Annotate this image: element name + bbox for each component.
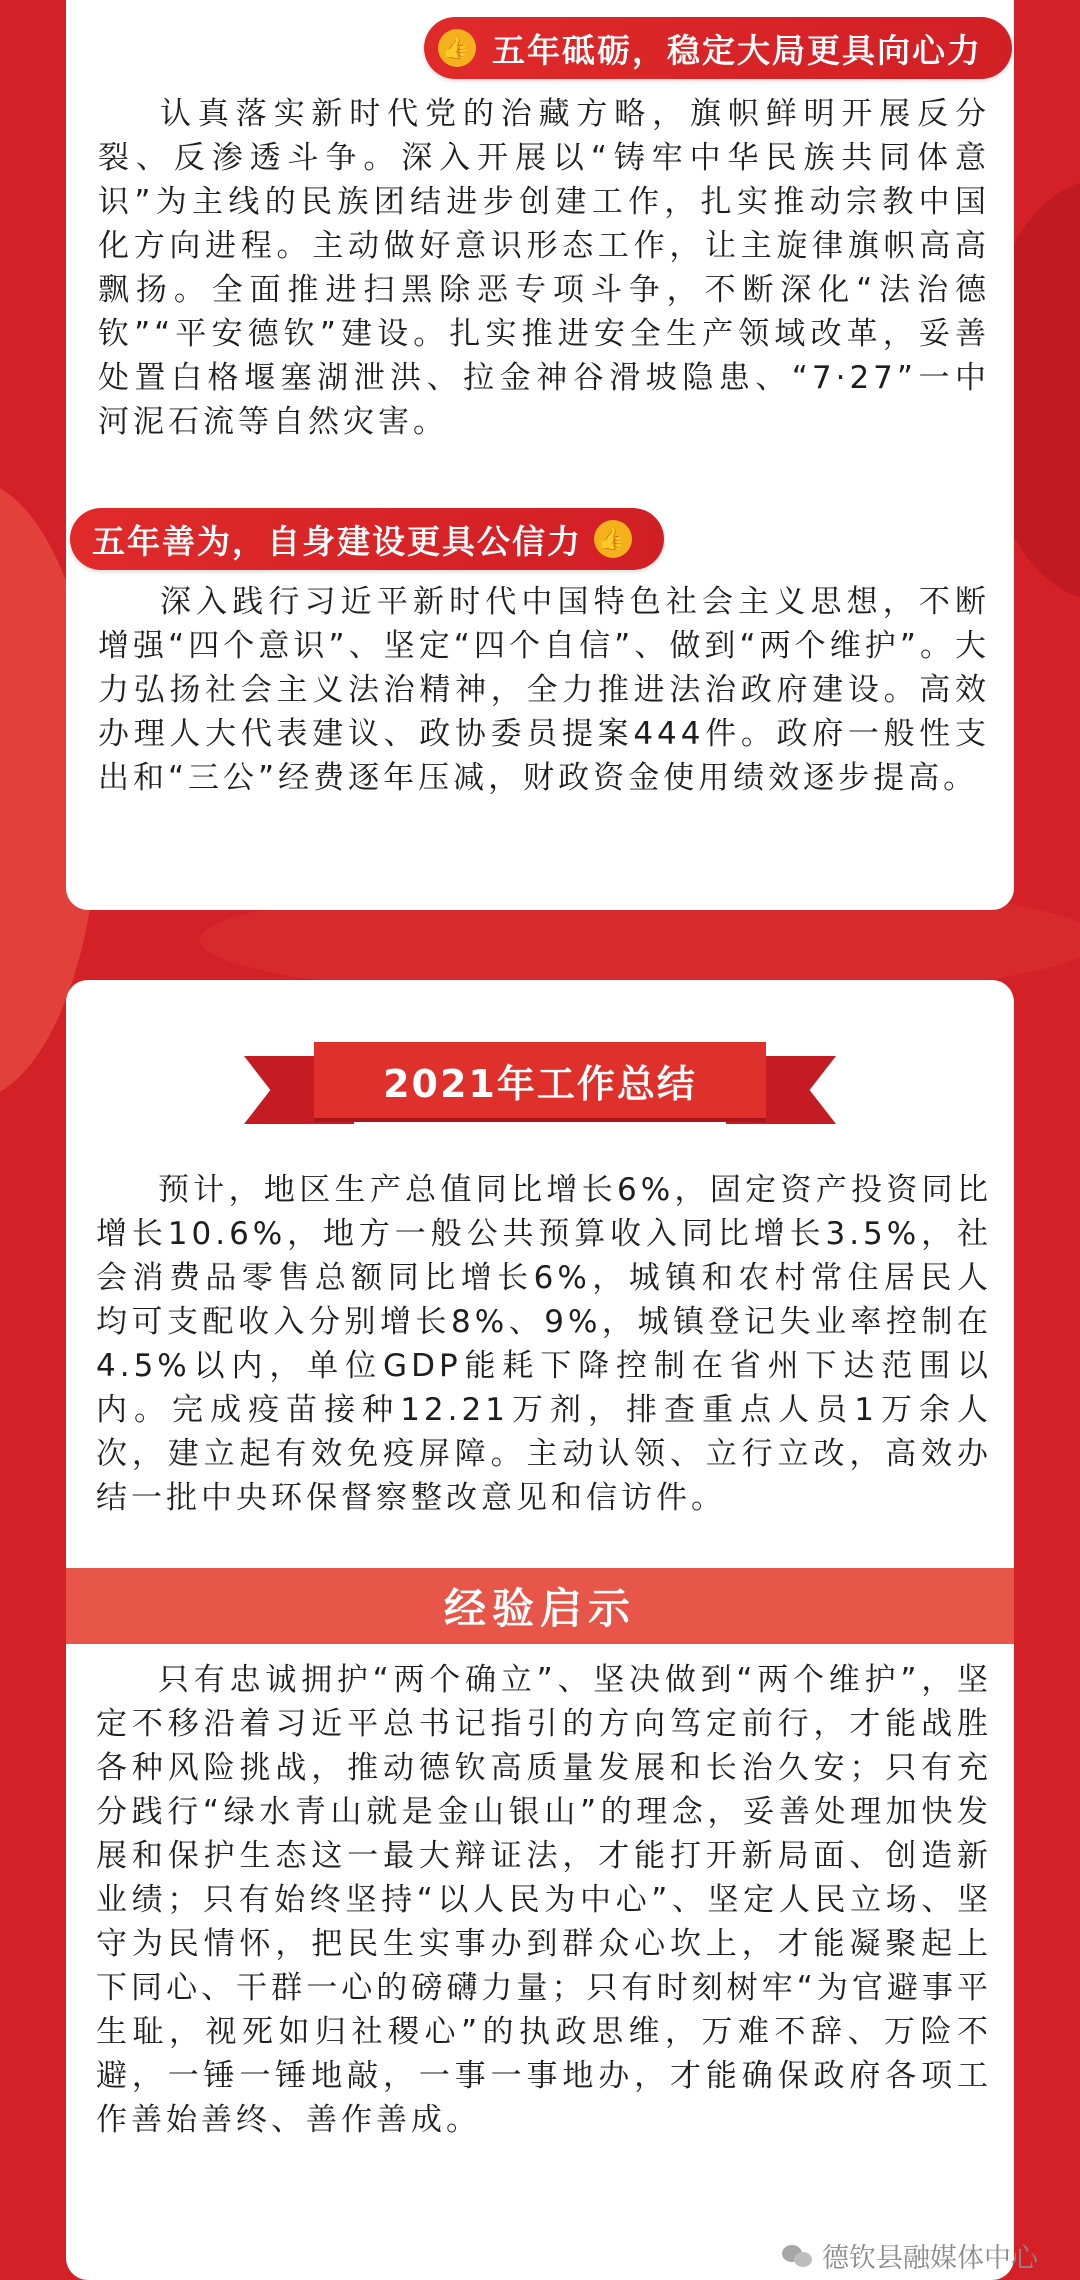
experience-paragraph: 只有忠诚拥护“两个确立”、坚决做到“两个维护”，坚定不移沿着习近平总书记指引的方向笃定前行，才能战胜各种风险挑战，推动德钦高质量发展和长治久安；只有充分践行“绿水青山就是金山银山”的理念，妥善处理加快发展和保护生态这一最大辩证法，才能打开新局面、创造新业绩；只有始终坚持“以人民为中心”、坚定人民立场、坚守为民情怀，把民生实事办到群众心坎上，才能凝聚起上下同心、干群一心的磅礴力量；只有时刻树牢“为官避事平生耻，视死如归社稷心”的执政思维，万难不辞、万险不避，一锤一锤地敲，一事一事地办，才能确保政府各项工作善始善终、善作善成。: [96, 1662, 992, 2138]
section-heading-pill: [70, 508, 664, 570]
section-paragraph: 认真落实新时代党的治藏方略，旗帜鲜明开展反分裂、反渗透斗争。深入开展以“铸牢中华民族共同体意识”为主线的民族团结进步创建工作，扎实推动宗教中国化方向进程。主动做好意识形态工作，让主旋律旗帜高高飘扬。全面推进扫黑除恶专项斗争，不断深化“法治德钦”“平安德钦”建设。扎实推进安全生产领域改革，妥善处置白格堰塞湖泄洪、拉金神谷滑坡隐患、“7·27”一中河泥石流等自然灾害。: [98, 96, 990, 440]
experience-title: 经验启示: [66, 1568, 1014, 1644]
section-heading-text: 五年砥砺，稳定大局更具向心力: [492, 30, 982, 70]
watermark-text: 德钦县融媒体中心: [822, 2243, 1038, 2274]
thumbs-up-icon: 👍: [594, 520, 632, 558]
wechat-icon: [782, 2243, 814, 2269]
summary-title: 2021年工作总结: [314, 1042, 766, 1118]
summary-paragraph: 预计，地区生产总值同比增长6%，固定资产投资同比增长10.6%，地方一般公共预算收入同比增长3.5%，社会消费品零售总额同比增长6%，城镇和农村常住居民人均可支配收入分别增长8%、9%，城镇登记失业率控制在4.5%以内，单位GDP能耗下降控制在省州下达范围以内。完成疫苗接种12.21万剂，排查重点人员1万余人次，建立起有效免疫屏障。主动认领、立行立改，高效办结一批中央环保督察整改意见和信访件。: [96, 1172, 992, 1516]
summary-ribbon: [244, 1042, 836, 1138]
section-heading-pill: [424, 17, 1012, 79]
watermark: [782, 2236, 1038, 2275]
section-heading-text: 五年善为，自身建设更具公信力: [92, 521, 582, 561]
section-paragraph: 深入践行习近平新时代中国特色社会主义思想，不断增强“四个意识”、坚定“四个自信”、做到“两个维护”。大力弘扬社会主义法治精神，全力推进法治政府建设。高效办理人大代表建议、政协委员提案444件。政府一般性支出和“三公”经费逐年压减，财政资金使用绩效逐步提高。: [98, 584, 990, 796]
thumbs-up-icon: 👍: [438, 29, 476, 67]
